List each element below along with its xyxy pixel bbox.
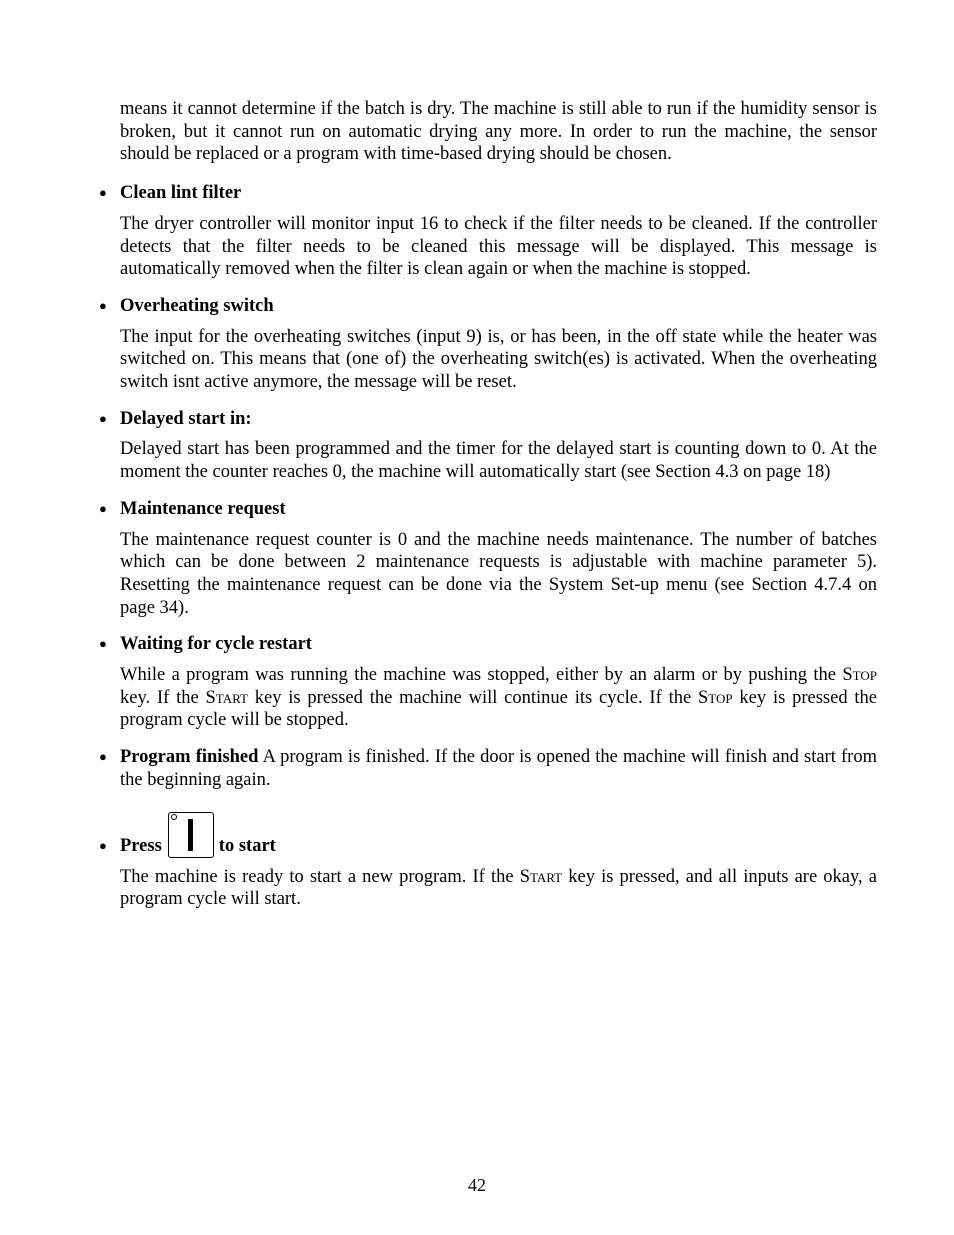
- bullet-icon: ●: [99, 500, 107, 516]
- bullet-icon: ●: [99, 185, 107, 201]
- item-body: While a program was running the machine was stopped, either by an alarm or by pushing the Stop key. If the Start key is pressed the machine will continue its cycle. If the Stop key is pressed the program cycle will be stopped.: [120, 665, 877, 731]
- stop-key-name: Stop: [697, 687, 733, 708]
- document-body: [99, 98, 877, 925]
- item-title: Delayed start in:: [120, 408, 252, 429]
- to-start-label: to start: [218, 835, 276, 856]
- list-item-maintenance-request: [99, 498, 877, 620]
- list-item-press-to-start: [99, 812, 877, 911]
- item-title: [99, 812, 877, 858]
- item-body: The machine is ready to start a new program. If the Start key is pressed, and all inputs are okay, a program cycle will start.: [120, 866, 877, 910]
- intro-paragraph: means it cannot determine if the batch is dry. The machine is still able to run if the humidity sensor is broken, but it cannot run on automatic drying any more. In order to run the machine, the sensor should be replaced or a program with time-based drying should be chosen.: [120, 99, 877, 165]
- list-item-waiting-for-cycle-restart: [99, 633, 877, 732]
- item-title: Overheating switch: [120, 295, 274, 316]
- list-item-clean-lint-filter: [99, 182, 877, 281]
- start-key-name: Start: [205, 687, 248, 708]
- item-body: Delayed start has been programmed and the timer for the delayed start is counting down to 0. At the moment the counter reaches 0, the machine will automatically start (see Section 4.3 on page 18): [120, 439, 877, 483]
- item-body: The input for the overheating switches (input 9) is, or has been, in the off state while the heater was switched on. This means that (one of) the overheating switch(es) is activated. When the overheating switch isnt active anymore, the message will be reset.: [120, 326, 877, 393]
- item-body: The dryer controller will monitor input 16 to check if the filter needs to be cleaned. If the controller detects that the filter needs to be cleaned this message will be displayed. This message is automatically removed when the filter is clean again or when the machine is stopped.: [120, 213, 877, 280]
- page-number: 42: [468, 1175, 486, 1195]
- bullet-icon: ●: [99, 837, 107, 853]
- start-key-name: Start: [519, 866, 563, 887]
- item-title: Program finished: [120, 747, 259, 768]
- item-title: Waiting for cycle restart: [120, 634, 312, 655]
- start-key-icon: [168, 812, 214, 858]
- bullet-icon: ●: [99, 410, 107, 426]
- press-label: Press: [120, 835, 162, 856]
- item-title: Clean lint filter: [120, 183, 242, 204]
- list-item-program-finished: [99, 746, 877, 791]
- item-body: Program finished A program is finished. If the door is opened the machine will finish and start from the beginning again.: [120, 747, 877, 790]
- list-item-overheating-switch: [99, 295, 877, 394]
- bullet-icon: ●: [99, 636, 107, 652]
- list-item-delayed-start: [99, 408, 877, 484]
- item-body: The maintenance request counter is 0 and the machine needs maintenance. The number of batches which can be done between 2 maintenance requests is adjustable with machine parameter 5). Resetting the maintenance request can be done via the System Set-up menu (see Section 4.7.4 on page 34).: [120, 529, 877, 618]
- bullet-icon: ●: [99, 749, 107, 765]
- bullet-icon: ●: [99, 297, 107, 313]
- stop-key-name: Stop: [842, 665, 877, 686]
- item-title: Maintenance request: [120, 498, 286, 519]
